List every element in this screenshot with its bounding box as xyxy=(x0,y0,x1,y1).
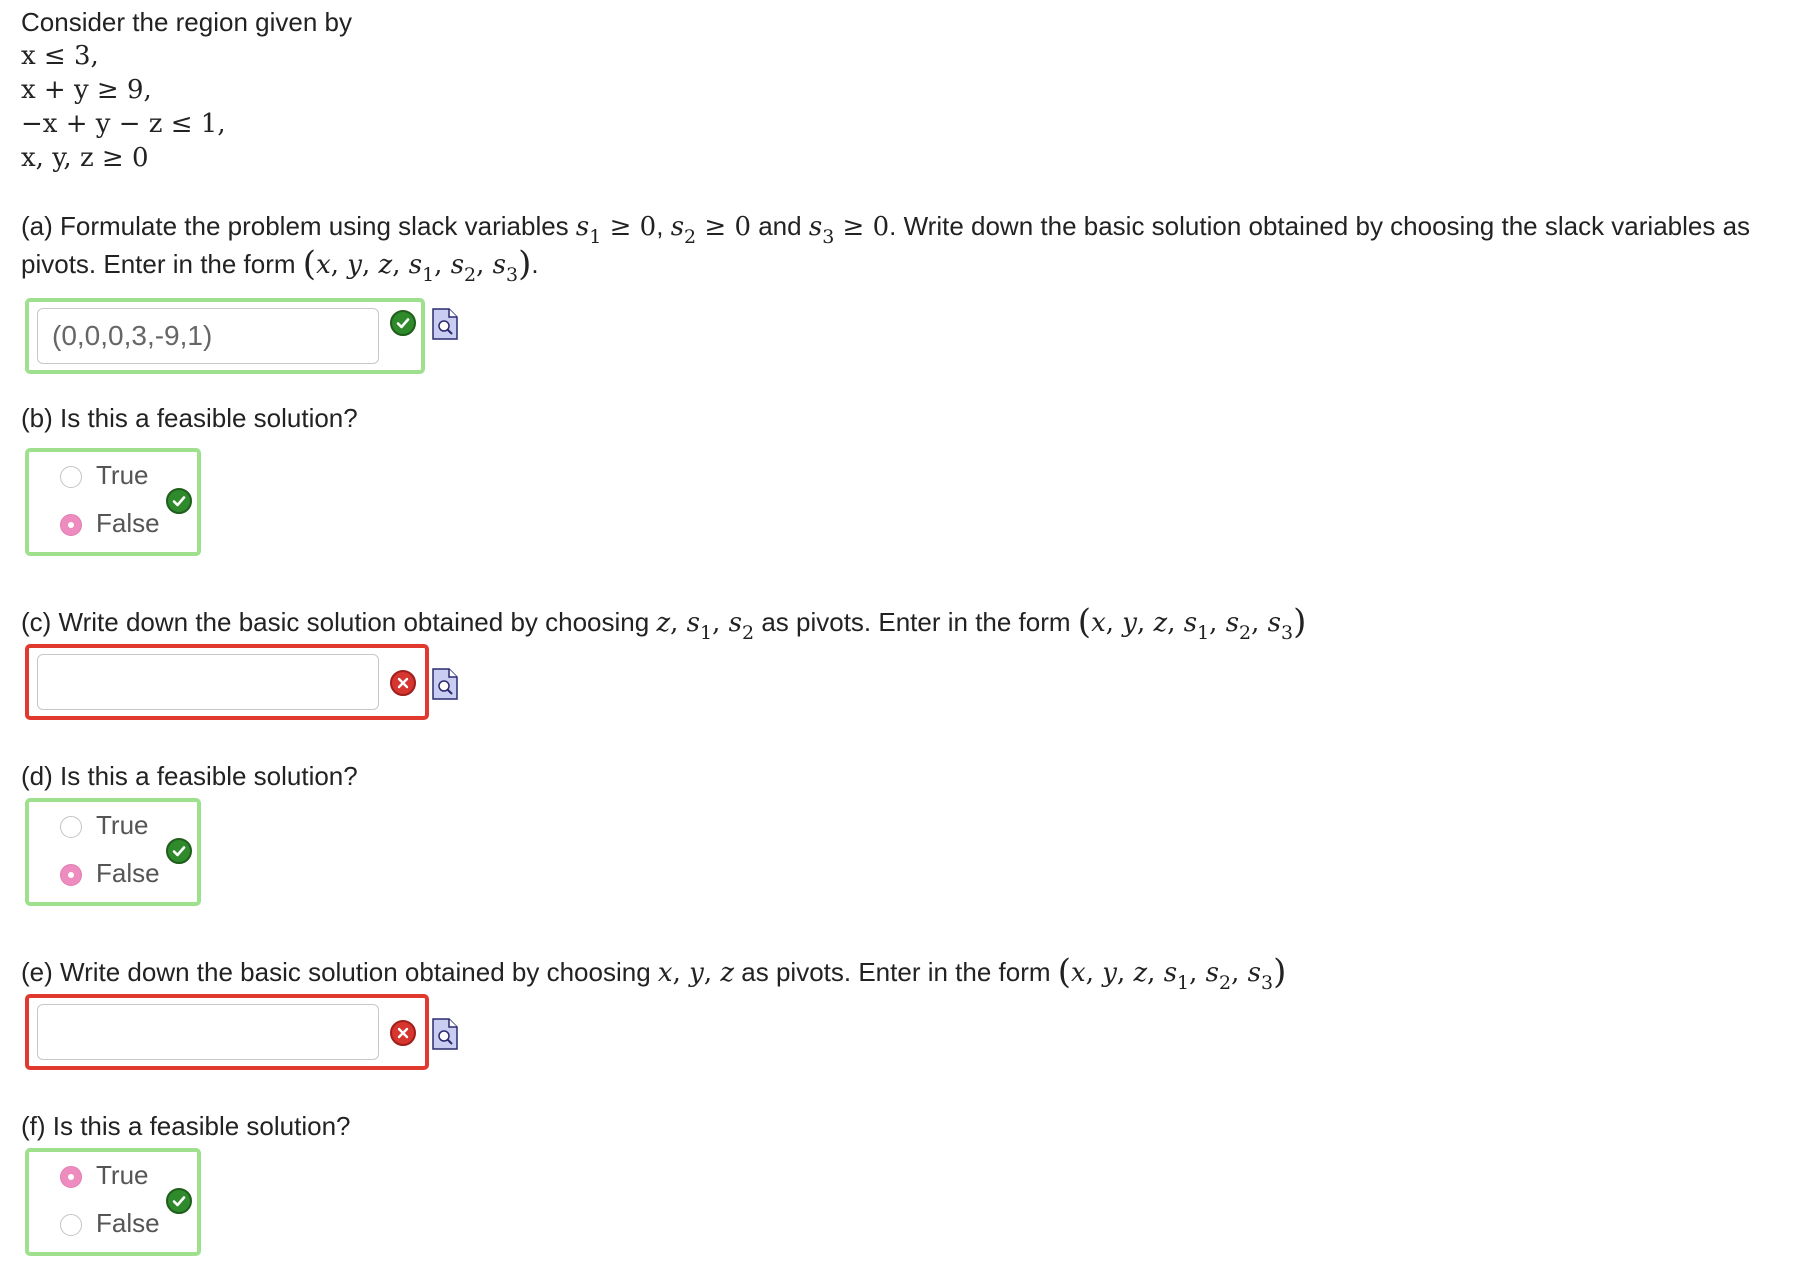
part-e-prefix: (e) Write down the basic solution obtained by choosing xyxy=(21,957,651,987)
check-mark-icon xyxy=(166,1188,192,1214)
part-f-option-false-label: False xyxy=(96,1208,160,1238)
part-e-answer-input[interactable] xyxy=(37,1004,379,1060)
part-e-question xyxy=(21,952,1286,993)
part-f-radio-true[interactable] xyxy=(60,1166,82,1188)
part-d-question: (d) Is this a feasible solution? xyxy=(21,761,358,791)
part-a-form-prefix: pivots. Enter in the form xyxy=(21,249,296,279)
part-b-radio-false[interactable] xyxy=(60,514,82,536)
preview-document-icon[interactable] xyxy=(432,308,458,340)
part-a-answer-input[interactable] xyxy=(37,308,379,364)
part-a-comma: , xyxy=(656,211,664,241)
constraint-3: −x + y − z ≤ 1, xyxy=(21,109,226,139)
part-e-answer-box xyxy=(25,994,429,1070)
part-c-prefix: (c) Write down the basic solution obtained by choosing xyxy=(21,607,650,637)
part-a-form-suffix: . xyxy=(531,249,539,279)
check-mark-icon xyxy=(166,838,192,864)
part-a-question-line2 xyxy=(21,244,539,285)
part-e-pivots: x, y, z xyxy=(657,958,735,988)
part-c-question xyxy=(21,602,1306,643)
preview-document-icon[interactable] xyxy=(432,668,458,700)
part-d-radio-false[interactable] xyxy=(60,864,82,886)
part-e-form-tuple: (x, y, z, $s_1$, $s_2$, $s_3$) xyxy=(1057,952,1287,994)
x-mark-icon xyxy=(390,1020,416,1046)
part-b-option-true-label: True xyxy=(96,460,149,490)
constraint-4: x, y, z ≥ 0 xyxy=(21,143,149,173)
constraint-1: x ≤ 3, xyxy=(21,41,99,71)
part-e-middle: as pivots. Enter in the form xyxy=(741,957,1051,987)
part-a-answer-box xyxy=(25,298,425,374)
preview-document-icon[interactable] xyxy=(432,1018,458,1050)
part-a-form-tuple: (x, y, z, $s_1$, $s_2$, $s_3$) xyxy=(302,244,532,286)
part-f-question: (f) Is this a feasible solution? xyxy=(21,1111,351,1141)
slack-s3-math: $s_3 \ge 0$ xyxy=(808,212,890,248)
part-c-form-tuple: (x, y, z, $s_1$, $s_2$, $s_3$) xyxy=(1077,602,1307,644)
part-a-suffix: . Write down the basic solution obtained by choosing the slack variables as xyxy=(889,211,1751,241)
x-mark-icon xyxy=(390,670,416,696)
slack-s2-math: $s_2 \ge 0$ xyxy=(670,212,751,248)
part-f-option-true-label: True xyxy=(96,1160,149,1190)
part-b-radio-true[interactable] xyxy=(60,466,82,488)
part-b-option-false-label: False xyxy=(96,508,160,538)
part-c-answer-box xyxy=(25,644,429,720)
part-a-and: and xyxy=(758,211,802,241)
check-mark-icon xyxy=(390,310,416,336)
part-c-pivots: z, $s_1$, $s_2$ xyxy=(656,608,755,644)
intro-text: Consider the region given by xyxy=(21,7,352,37)
part-a-question-line1 xyxy=(21,208,1750,247)
part-c-middle: as pivots. Enter in the form xyxy=(761,607,1071,637)
part-d-radio-true[interactable] xyxy=(60,816,82,838)
slack-s1-math: $s_1 \ge 0$ xyxy=(575,212,657,248)
part-f-radio-false[interactable] xyxy=(60,1214,82,1236)
part-c-answer-input[interactable] xyxy=(37,654,379,710)
part-b-question: (b) Is this a feasible solution? xyxy=(21,403,358,433)
check-mark-icon xyxy=(166,488,192,514)
part-a-prefix: (a) Formulate the problem using slack variables xyxy=(21,211,569,241)
part-d-option-false-label: False xyxy=(96,858,160,888)
part-d-option-true-label: True xyxy=(96,810,149,840)
constraint-2: x + y ≥ 9, xyxy=(21,75,152,105)
